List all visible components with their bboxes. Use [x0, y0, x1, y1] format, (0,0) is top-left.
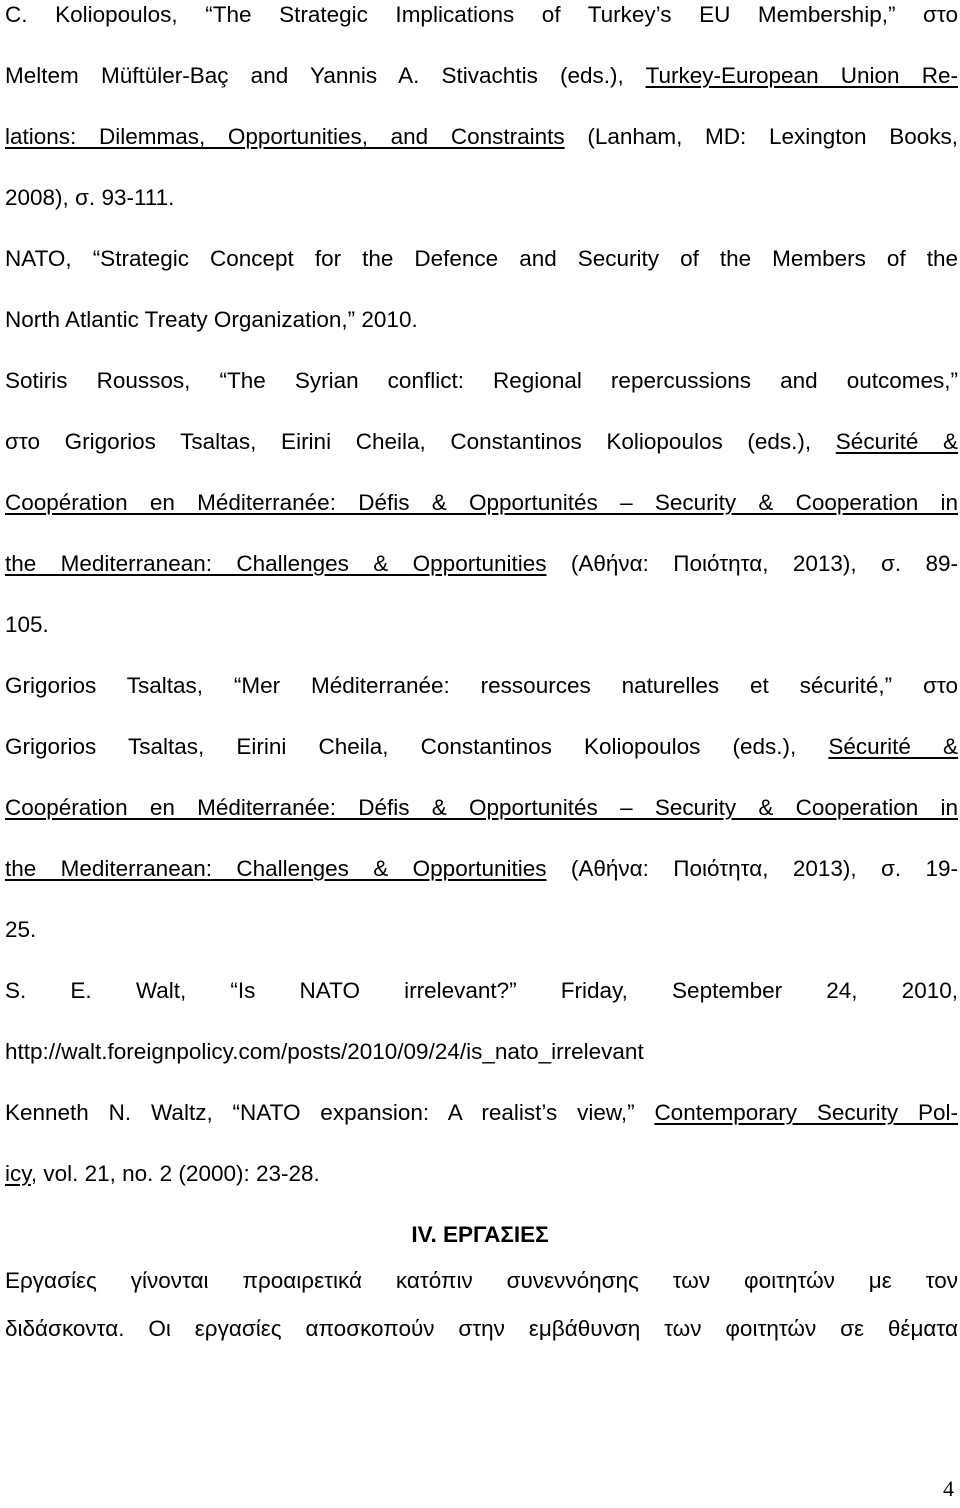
ref-waltz-journal-title: icy	[5, 1161, 31, 1186]
ref-tsaltas-line-5	[5, 915, 958, 945]
ref-roussos-book-title: Sécurité &	[835, 429, 958, 454]
ref-koliopoulos-text: (Lanham, MD: Lexington Books,	[564, 124, 958, 149]
section-body-text: Εργασίες γίνονται προαιρετικά κατόπιν συνεννόησης των φοιτητών με τον	[5, 1268, 958, 1293]
ref-roussos-line-5	[5, 610, 958, 640]
ref-roussos-text: 105.	[5, 612, 49, 637]
ref-walt-url[interactable]	[5, 1037, 958, 1067]
ref-waltz-line-1	[5, 1098, 958, 1128]
section-body-line-1	[5, 1266, 958, 1296]
ref-roussos-line-3	[5, 488, 958, 518]
ref-roussos-line-1	[5, 366, 958, 396]
ref-koliopoulos-book-title: Turkey-European Union Re-	[645, 63, 958, 88]
ref-nato-line-2	[5, 305, 958, 335]
ref-koliopoulos-text: C. Koliopoulos, “The Strategic Implications of Turkey’s EU Membership,” στο	[5, 2, 958, 27]
ref-tsaltas-line-4	[5, 854, 958, 884]
ref-waltz-journal-title: Contemporary Security Pol-	[654, 1100, 958, 1125]
ref-koliopoulos-text: Meltem Müftüler-Baç and Yannis A. Stivachtis (eds.),	[5, 63, 646, 88]
ref-walt-text: S. E. Walt, “Is NATO irrelevant?” Friday, September 24, 2010,	[5, 978, 958, 1003]
ref-roussos-text: στο Grigorios Tsaltas, Eirini Cheila, Constantinos Koliopoulos (eds.),	[5, 429, 836, 454]
ref-tsaltas-text: (Αθήνα: Ποιότητα, 2013), σ. 19-	[546, 856, 958, 881]
ref-roussos-line-2	[5, 427, 958, 457]
ref-koliopoulos-line-2	[5, 61, 958, 91]
ref-nato-text: NATO, “Strategic Concept for the Defence and Security of the Members of the	[5, 246, 958, 271]
page-number: 4	[943, 1476, 954, 1501]
ref-walt-line-1	[5, 976, 958, 1006]
ref-tsaltas-line-2	[5, 732, 958, 762]
ref-tsaltas-text: Grigorios Tsaltas, “Mer Méditerranée: ressources naturelles et sécurité,” στο	[5, 673, 958, 698]
ref-roussos-text: Sotiris Roussos, “The Syrian conflict: Regional repercussions and outcomes,”	[5, 368, 958, 393]
ref-nato-line-1	[5, 244, 958, 274]
ref-koliopoulos-text: 2008), σ. 93-111.	[5, 185, 175, 210]
section-body-line-2	[5, 1314, 958, 1344]
ref-tsaltas-book-title: the Mediterranean: Challenges & Opportunities	[5, 856, 547, 881]
ref-roussos-text: (Αθήνα: Ποιότητα, 2013), σ. 89-	[546, 551, 958, 576]
ref-walt-link[interactable]: http://walt.foreignpolicy.com/posts/2010/09/24/is_nato_irrelevant	[5, 1039, 644, 1064]
ref-koliopoulos-line-3	[5, 122, 958, 152]
ref-waltz-text: , vol. 21, no. 2 (2000): 23-28.	[30, 1161, 320, 1186]
ref-waltz-line-2	[5, 1159, 958, 1189]
ref-waltz-text: Kenneth N. Waltz, “NATO expansion: A realist’s view,”	[5, 1100, 655, 1125]
ref-tsaltas-line-1	[5, 671, 958, 701]
ref-koliopoulos-line-1	[5, 0, 958, 30]
ref-roussos-book-title: the Mediterranean: Challenges & Opportunities	[5, 551, 547, 576]
ref-tsaltas-text: Grigorios Tsaltas, Eirini Cheila, Constantinos Koliopoulos (eds.),	[5, 734, 829, 759]
ref-tsaltas-book-title: Coopération en Méditerranée: Défis & Opportunités – Security & Cooperation in	[5, 795, 958, 820]
ref-koliopoulos-line-4	[5, 183, 958, 213]
ref-roussos-book-title: Coopération en Méditerranée: Défis & Opportunités – Security & Cooperation in	[5, 490, 958, 515]
ref-tsaltas-book-title: Sécurité &	[828, 734, 958, 759]
ref-roussos-line-4	[5, 549, 958, 579]
ref-koliopoulos-book-title: lations: Dilemmas, Opportunities, and Constraints	[5, 124, 565, 149]
ref-tsaltas-text: 25.	[5, 917, 37, 942]
ref-tsaltas-line-3	[5, 793, 958, 823]
section-heading: IV. ΕΡΓΑΣΙΕΣ	[411, 1222, 549, 1247]
section-body-text: διδάσκοντα. Οι εργασίες αποσκοπούν στην εμβάθυνση των φοιτητών σε θέματα	[5, 1316, 958, 1341]
ref-nato-text: North Atlantic Treaty Organization,” 2010.	[5, 307, 418, 332]
